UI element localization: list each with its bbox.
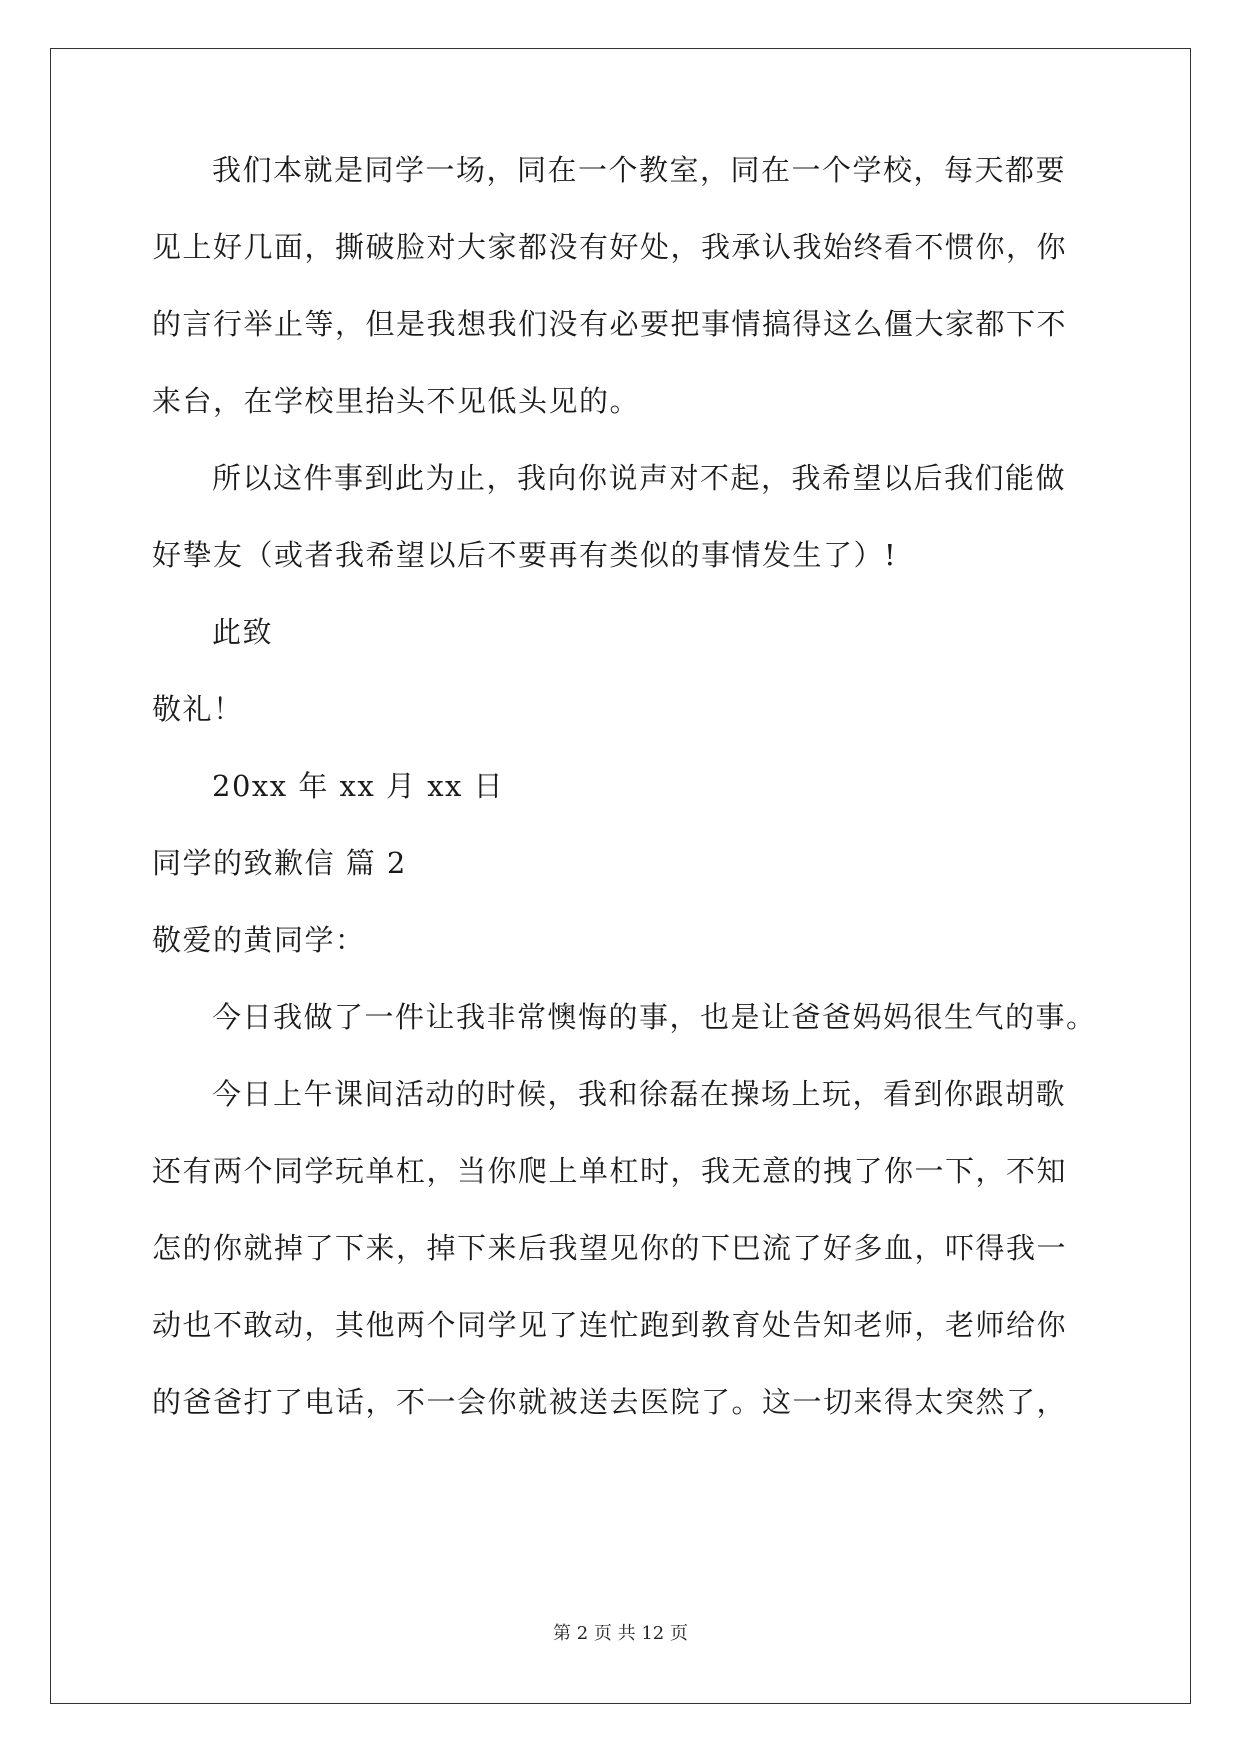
body-text-line: 还有两个同学玩单杠，当你爬上单杠时，我无意的拽了你一下，不知: [152, 1154, 1068, 1188]
closing-phrase: 此致: [212, 615, 274, 649]
salutation-closing: 敬礼！: [152, 692, 244, 726]
body-text-line: 见上好几面，撕破脸对大家都没有好处，我承认我始终看不惯你，你: [152, 230, 1068, 264]
body-text-line: 今日上午课间活动的时候，我和徐磊在操场上玩，看到你跟胡歌: [212, 1077, 1067, 1111]
body-text-line: 来台，在学校里抬头不见低头见的。: [152, 384, 641, 418]
body-text-line: 动也不敢动，其他两个同学见了连忙跑到教育处告知老师，老师给你: [152, 1308, 1068, 1342]
letter-greeting: 敬爱的黄同学：: [152, 923, 366, 957]
letter-date: 20xx 年 xx 月 xx 日: [212, 769, 505, 803]
body-text-line: 的言行举止等，但是我想我们没有必要把事情搞得这么僵大家都下不: [152, 307, 1068, 341]
body-text-line: 的爸爸打了电话，不一会你就被送去医院了。这一切来得太突然了，: [152, 1385, 1068, 1419]
page-number-footer: 第 2 页 共 12 页: [553, 1623, 688, 1644]
section-title: 同学的致歉信 篇 2: [152, 846, 407, 880]
body-text-line: 所以这件事到此为止，我向你说声对不起，我希望以后我们能做: [212, 461, 1067, 495]
body-text-line: 我们本就是同学一场，同在一个教室，同在一个学校，每天都要: [212, 153, 1067, 187]
body-text-line: 怎的你就掉了下来，掉下来后我望见你的下巴流了好多血，吓得我一: [152, 1231, 1068, 1265]
body-text-line: 好挚友（或者我希望以后不要再有类似的事情发生了）!: [152, 538, 898, 572]
body-text-line: 今日我做了一件让我非常懊悔的事，也是让爸爸妈妈很生气的事。: [212, 1000, 1097, 1034]
